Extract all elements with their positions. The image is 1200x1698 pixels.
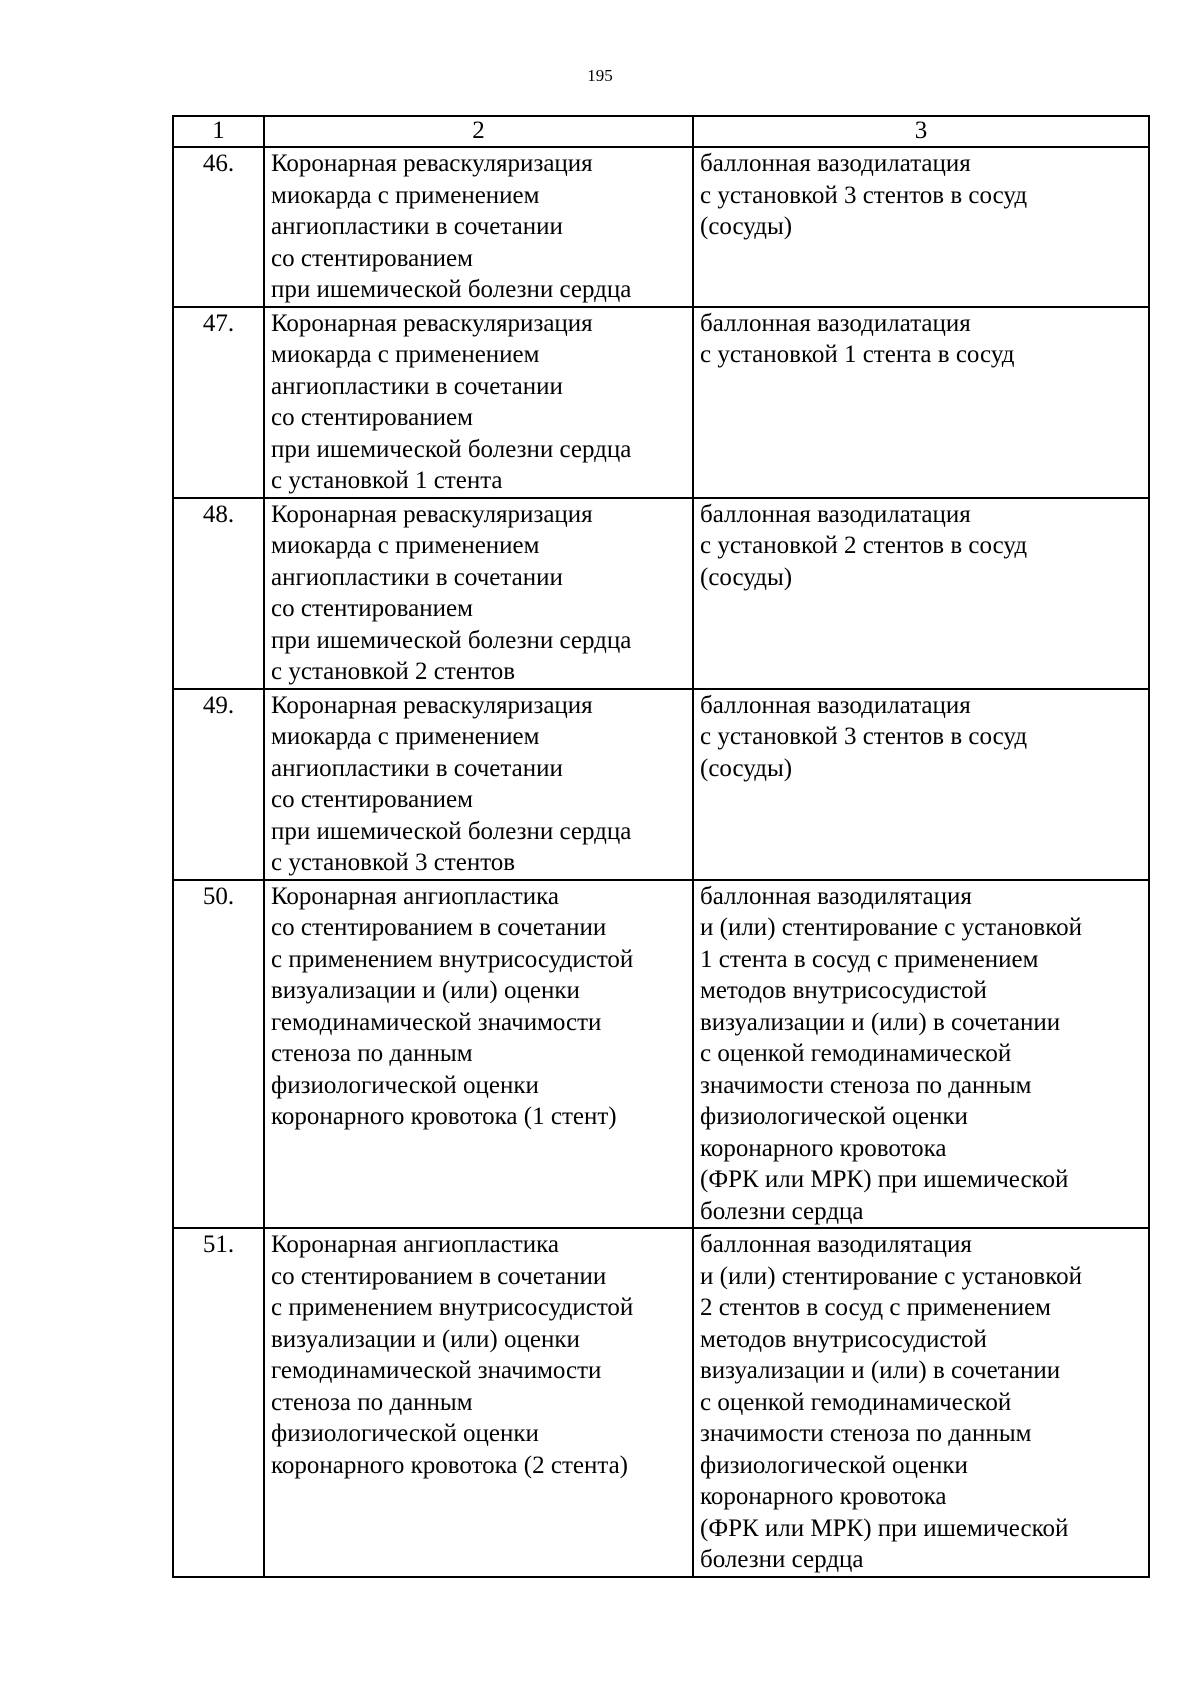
procedure-name-line: миокарда с применением <box>271 341 540 368</box>
procedure-method-line: (сосуды) <box>700 563 793 591</box>
procedure-name-line: коронарного кровотока (2 стента) <box>271 1451 628 1479</box>
procedure-name-line: ангиопластики в сочетании <box>271 372 563 400</box>
procedure-name-line: с применением внутрисосудистой <box>271 1294 634 1321</box>
procedure-name-line: визуализации и (или) оценки <box>271 977 580 1004</box>
procedure-name-line: с применением внутрисосудистой <box>271 945 634 973</box>
procedure-name-line: со стентированием <box>271 595 473 622</box>
procedure-name-line: со стентированием <box>271 404 473 431</box>
table-row <box>173 147 1149 307</box>
procedure-method-line: визуализации и (или) в сочетании <box>700 1008 1061 1036</box>
procedure-method-line: с установкой 2 стентов в сосуд <box>700 532 1028 559</box>
procedure-method-cell <box>693 498 1149 689</box>
procedure-method-cell <box>693 307 1149 498</box>
header-col-2: 2 <box>264 116 693 147</box>
procedure-name-line: при ишемической болезни сердца <box>271 276 632 303</box>
procedure-name-line: со стентированием <box>271 786 473 813</box>
row-number: 47. <box>173 307 264 498</box>
procedure-method-line: значимости стеноза по данным <box>700 1071 1032 1099</box>
procedure-method-cell <box>693 147 1149 307</box>
procedure-name-cell <box>264 147 693 307</box>
procedure-name-line: Коронарная реваскуляризация <box>271 691 593 719</box>
procedure-method-cell <box>693 689 1149 880</box>
procedure-method-line: значимости стеноза по данным <box>700 1420 1032 1447</box>
procedure-method-line: методов внутрисосудистой <box>700 1325 987 1353</box>
procedure-name-cell <box>264 689 693 880</box>
procedure-name-line: Коронарная ангиопластика <box>271 1231 559 1258</box>
procedure-name-line: с установкой 1 стента <box>271 467 503 494</box>
procedure-name-cell <box>264 498 693 689</box>
row-number: 46. <box>173 147 264 307</box>
procedure-name-line: физиологической оценки <box>271 1071 539 1099</box>
procedure-name-line: физиологической оценки <box>271 1420 539 1447</box>
procedure-name-line: миокарда с применением <box>271 532 540 559</box>
procedure-method-line: болезни сердца <box>700 1546 864 1573</box>
procedure-name-cell <box>264 1228 693 1577</box>
procedure-name-line: визуализации и (или) оценки <box>271 1325 580 1353</box>
table-row <box>173 307 1149 498</box>
procedure-method-line: с установкой 3 стентов в сосуд <box>700 181 1028 209</box>
procedure-method-line: с оценкой гемодинамической <box>700 1388 1012 1416</box>
procedure-method-line: 2 стентов в сосуд с применением <box>700 1294 1052 1321</box>
row-number: 49. <box>173 689 264 880</box>
procedure-name-line: с установкой 3 стентов <box>271 849 516 876</box>
procedure-method-line: методов внутрисосудистой <box>700 977 987 1004</box>
procedure-method-line: с установкой 3 стентов в сосуд <box>700 723 1028 750</box>
procedure-name-line: при ишемической болезни сердца <box>271 817 632 845</box>
header-col-3: 3 <box>693 116 1149 147</box>
procedure-name-line: ангиопластики в сочетании <box>271 754 563 782</box>
procedure-method-line: баллонная вазодилятация <box>700 882 972 910</box>
procedure-name-line: Коронарная реваскуляризация <box>271 309 593 337</box>
procedure-method-line: баллонная вазодилатация <box>700 309 971 337</box>
procedures-table <box>172 115 1150 1578</box>
procedure-name-line: ангиопластики в сочетании <box>271 563 563 591</box>
procedure-method-line: баллонная вазодилатация <box>700 500 971 528</box>
header-col-1: 1 <box>173 116 264 147</box>
row-number: 51. <box>173 1228 264 1577</box>
procedure-method-line: коронарного кровотока <box>700 1134 947 1162</box>
procedure-method-line: коронарного кровотока <box>700 1483 947 1510</box>
page-number: 195 <box>587 66 613 85</box>
procedure-method-line: (ФРК или МРК) при ишемической <box>700 1166 1069 1193</box>
procedure-name-line: со стентированием в сочетании <box>271 1262 607 1290</box>
procedure-method-line: физиологической оценки <box>700 1103 968 1130</box>
procedure-name-line: гемодинамической значимости <box>271 1357 602 1384</box>
procedure-method-line: (сосуды) <box>700 213 793 240</box>
procedure-method-line: с установкой 1 стента в сосуд <box>700 341 1015 368</box>
procedure-name-line: со стентированием в сочетании <box>271 914 607 941</box>
procedure-method-line: и (или) стентирование с установкой <box>700 914 1082 941</box>
procedure-method-line: (сосуды) <box>700 754 793 782</box>
table-row <box>173 880 1149 1229</box>
procedure-name-cell <box>264 880 693 1229</box>
row-number: 48. <box>173 498 264 689</box>
table-header <box>173 116 1149 147</box>
procedure-name-line: с установкой 2 стентов <box>271 658 516 685</box>
procedure-name-line: Коронарная ангиопластика <box>271 882 559 910</box>
procedure-method-line: и (или) стентирование с установкой <box>700 1262 1082 1290</box>
procedure-method-line: болезни сердца <box>700 1197 864 1225</box>
procedure-name-line: миокарда с применением <box>271 181 540 209</box>
procedure-name-cell <box>264 307 693 498</box>
procedure-name-line: стеноза по данным <box>271 1040 473 1067</box>
procedure-name-line: при ишемической болезни сердца <box>271 626 632 654</box>
procedure-method-cell <box>693 880 1149 1229</box>
procedure-name-line: при ишемической болезни сердца <box>271 435 632 463</box>
procedure-method-line: с оценкой гемодинамической <box>700 1040 1012 1067</box>
procedure-name-line: стеноза по данным <box>271 1388 473 1416</box>
procedure-method-line: физиологической оценки <box>700 1451 968 1479</box>
procedure-method-line: визуализации и (или) в сочетании <box>700 1357 1061 1384</box>
table-body <box>173 147 1149 1577</box>
procedure-method-line: баллонная вазодилатация <box>700 691 971 719</box>
procedure-method-line: (ФРК или МРК) при ишемической <box>700 1514 1069 1542</box>
procedure-name-line: Коронарная реваскуляризация <box>271 150 593 177</box>
procedure-name-line: Коронарная реваскуляризация <box>271 500 593 528</box>
procedure-method-line: баллонная вазодилятация <box>700 1231 972 1258</box>
table-row <box>173 1228 1149 1577</box>
procedure-method-line: 1 стента в сосуд с применением <box>700 945 1039 973</box>
header-row <box>173 116 1149 147</box>
procedure-name-line: ангиопластики в сочетании <box>271 213 563 240</box>
table-row <box>173 498 1149 689</box>
procedure-method-line: баллонная вазодилатация <box>700 150 971 177</box>
table-row <box>173 689 1149 880</box>
procedure-method-cell <box>693 1228 1149 1577</box>
procedure-name-line: со стентированием <box>271 244 473 272</box>
procedure-name-line: коронарного кровотока (1 стент) <box>271 1103 617 1130</box>
procedure-name-line: гемодинамической значимости <box>271 1008 602 1036</box>
procedure-name-line: миокарда с применением <box>271 723 540 750</box>
row-number: 50. <box>173 880 264 1229</box>
